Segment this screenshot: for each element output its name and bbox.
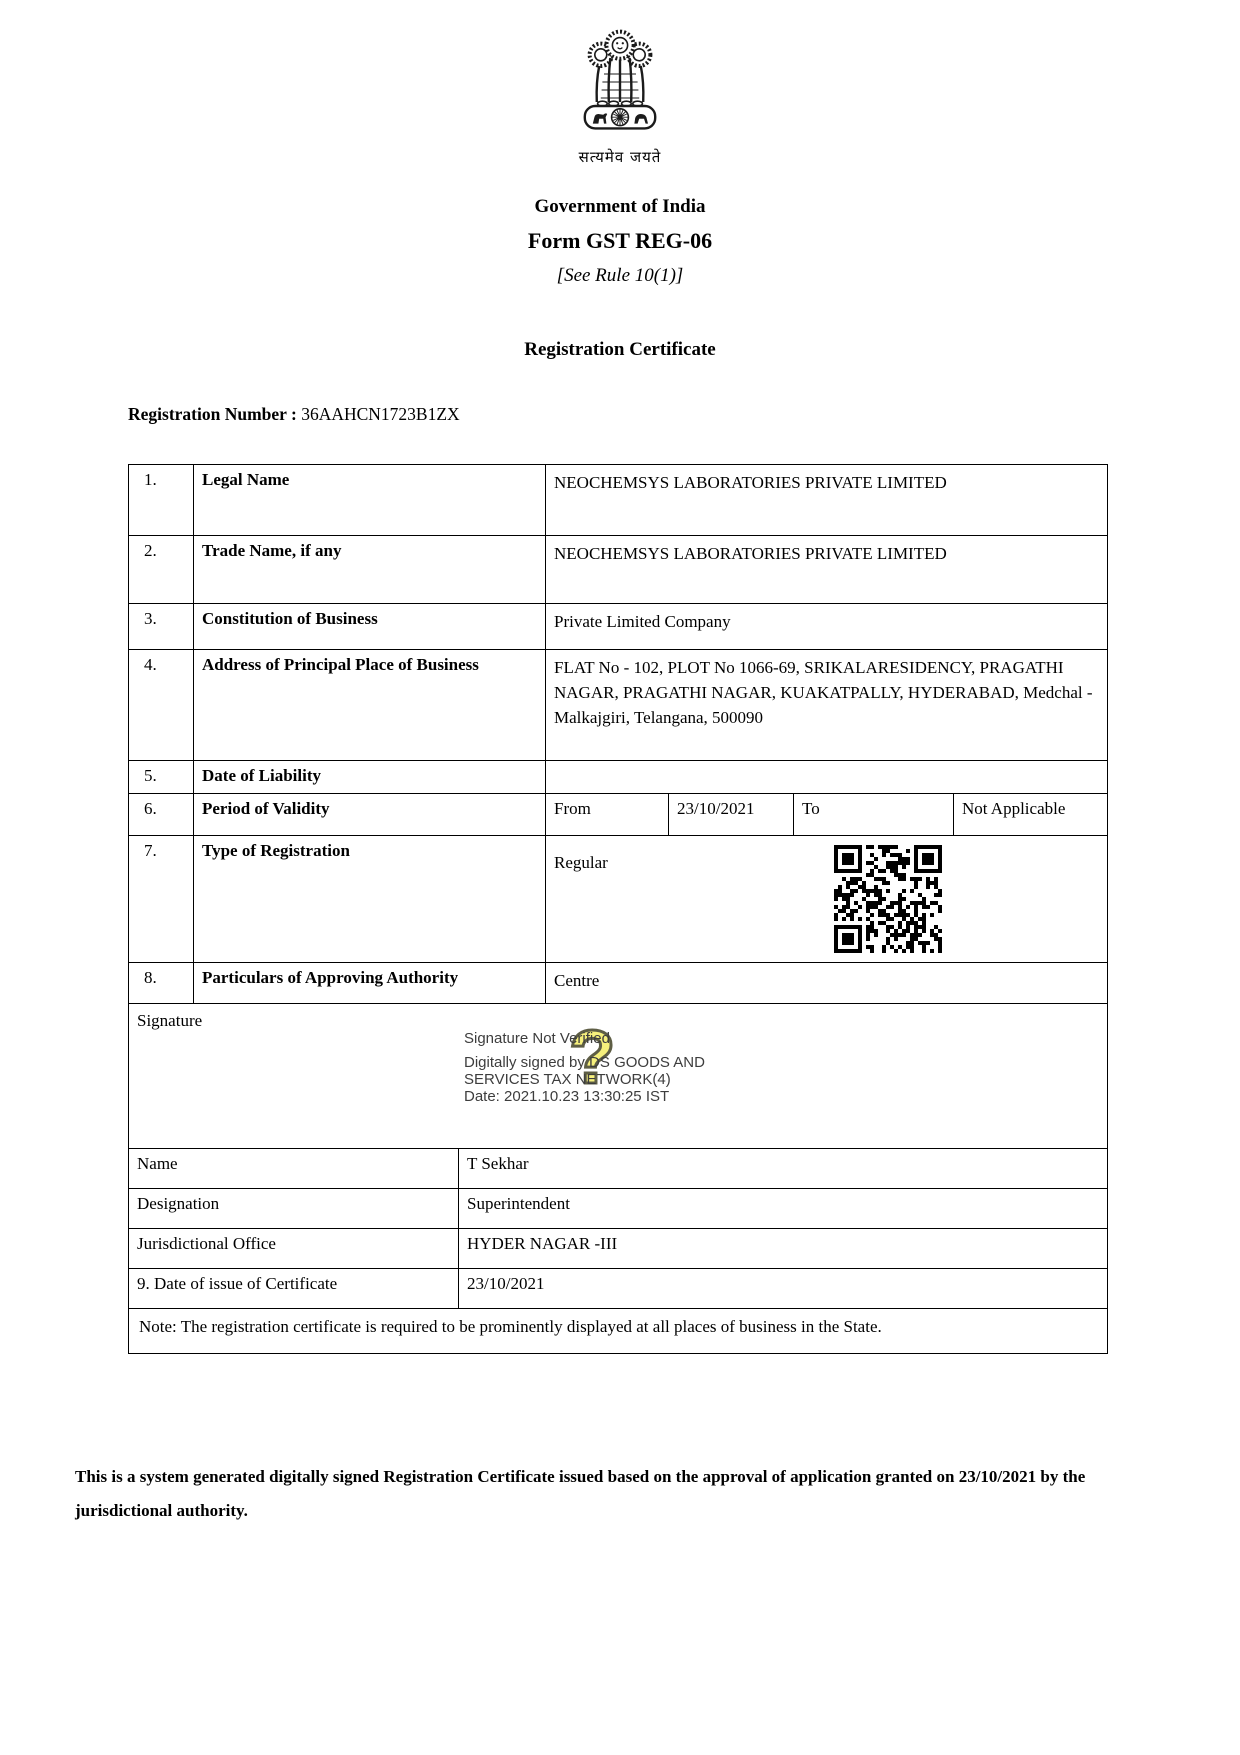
row-value: NEOCHEMSYS LABORATORIES PRIVATE LIMITED [554, 544, 947, 563]
table-row-constitution [129, 604, 1107, 650]
officer-row-label: 9. Date of issue of Certificate [129, 1269, 459, 1308]
row-label: Period of Validity [194, 794, 546, 835]
table-row-officer-designation [129, 1189, 1107, 1229]
registration-number-line [128, 404, 460, 425]
signature-question-mark-icon: ? [569, 1015, 616, 1100]
row-label: Particulars of Approving Authority [194, 963, 546, 1003]
registration-number-label: Registration Number : [128, 404, 297, 424]
form-gst-reg06-title: Form GST REG-06 [527, 228, 713, 253]
table-row-officer-name [129, 1149, 1107, 1189]
validity-from-label: From [546, 794, 669, 835]
note-text: Note: The registration certificate is required to be prominently displayed at all places of business in the State. [139, 1317, 882, 1336]
certificate-table [128, 464, 1108, 1354]
signature-label: Signature [137, 1011, 203, 1030]
row-number: 7. [129, 836, 194, 962]
table-row-legal-name [129, 465, 1107, 536]
officer-row-value: 23/10/2021 [467, 1274, 545, 1293]
officer-row-label: Designation [129, 1189, 459, 1228]
signature-not-verified-text: Signature Not Verified [464, 1030, 610, 1047]
validity-to-label: To [794, 794, 954, 835]
document-title: Registration Certificate [524, 339, 716, 360]
emblem-motto: सत्यमेव जयते [578, 148, 662, 166]
government-of-india-title: Government of India [534, 196, 706, 217]
row-value: Centre [554, 971, 600, 990]
digitally-signed-line2: SERVICES TAX NETWORK(4) [464, 1071, 671, 1088]
row-value: FLAT No - 102, PLOT No 1066-69, SRIKALARESIDENCY, PRAGATHI NAGAR, PRAGATHI NAGAR, KUAKATPALLY, HYDERABAD, Medchal - Malkajgiri, Telangana, 500090 [554, 658, 1093, 727]
registration-number-value: 36AAHCN1723B1ZX [301, 404, 460, 424]
signature-row [129, 1004, 1107, 1149]
row-label: Trade Name, if any [194, 536, 546, 603]
table-row-trade-name [129, 536, 1107, 604]
row-number: 4. [129, 650, 194, 760]
row-label: Date of Liability [194, 761, 546, 793]
digital-signature-block [464, 1030, 705, 1105]
table-row-date-of-liability [129, 761, 1107, 794]
table-row-date-of-issue [129, 1269, 1107, 1309]
row-label: Legal Name [194, 465, 546, 535]
table-row-type-of-registration [129, 836, 1107, 963]
validity-to-value: Not Applicable [962, 799, 1066, 818]
row-number: 5. [129, 761, 194, 793]
row-number: 2. [129, 536, 194, 603]
signature-date-line: Date: 2021.10.23 13:30:25 IST [464, 1088, 670, 1105]
officer-row-value: HYDER NAGAR -III [467, 1234, 618, 1253]
row-number: 1. [129, 465, 194, 535]
table-row-period-of-validity [129, 794, 1107, 836]
qr-code [834, 845, 942, 955]
row-number: 3. [129, 604, 194, 649]
digitally-signed-line1: Digitally signed by DS GOODS AND [464, 1054, 705, 1071]
table-row-approving-authority [129, 963, 1107, 1004]
row-number: 6. [129, 794, 194, 835]
row-label: Address of Principal Place of Business [194, 650, 546, 760]
table-row-jurisdictional-office [129, 1229, 1107, 1269]
row-value: Regular [554, 853, 608, 872]
row-value: NEOCHEMSYS LABORATORIES PRIVATE LIMITED [554, 473, 947, 492]
validity-from-date: 23/10/2021 [669, 794, 794, 835]
table-row-address [129, 650, 1107, 761]
row-label: Constitution of Business [194, 604, 546, 649]
officer-row-value: T Sekhar [467, 1154, 529, 1173]
officer-row-label: Jurisdictional Office [129, 1229, 459, 1268]
row-number: 8. [129, 963, 194, 1003]
officer-row-value: Superintendent [467, 1194, 570, 1213]
row-label: Type of Registration [194, 836, 546, 962]
footer-statement: This is a system generated digitally signed Registration Certificate issued based on the approval of application granted on 23/10/2021 by the jurisdictional authority. [75, 1467, 1086, 1520]
row-value: Private Limited Company [554, 612, 731, 631]
table-row-note [129, 1309, 1107, 1353]
rule-reference: [See Rule 10(1)] [556, 265, 684, 286]
row-value [546, 761, 1107, 793]
officer-row-label: Name [129, 1149, 459, 1188]
national-emblem-icon [572, 26, 668, 151]
